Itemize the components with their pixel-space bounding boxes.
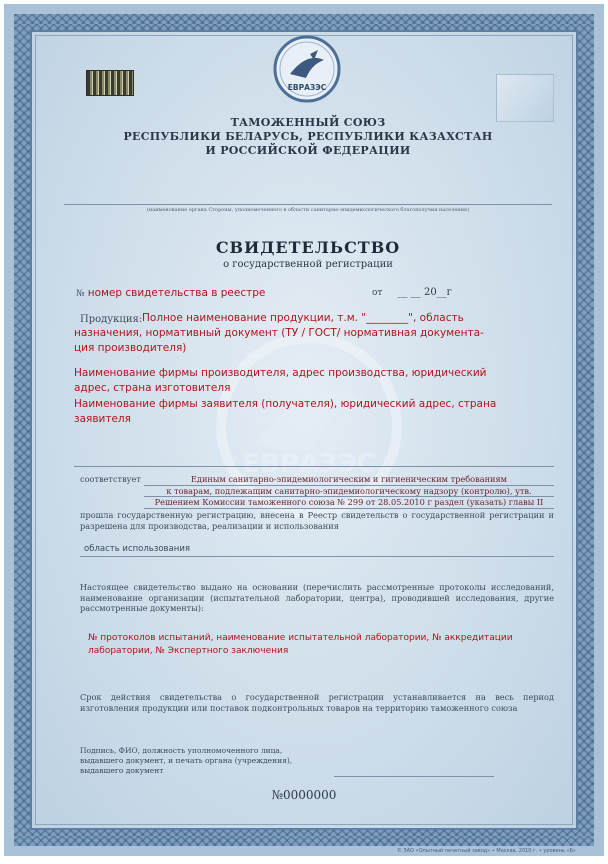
basis-line: лаборатории, № Экспертного заключения [88, 646, 289, 656]
applicant-block [74, 397, 554, 427]
watermark-label: ЕВРАЗЭС [242, 449, 376, 479]
section-divider [74, 466, 554, 467]
document-subtitle: о государственной регистрации [223, 259, 393, 270]
printer-imprint: © ЗАО «Опытный печатный завод» • Москва, 2010 г. • уровень «Б» [396, 848, 576, 854]
eurasec-emblem-icon [272, 34, 342, 104]
hologram-patch [496, 74, 554, 122]
product-line: Полное наименование продукции, т.м. "________", область [142, 312, 464, 324]
signature-line [334, 776, 494, 777]
conformity-line: Решением Комиссии таможенного союза № 299 от 28.05.2010 г раздел (указать) главы II [144, 497, 554, 509]
manufacturer-block [74, 366, 554, 396]
registry-row [76, 287, 265, 299]
basis-line: № протоколов испытаний, наименование испытательной лаборатории, № аккредитации [88, 633, 513, 643]
product-line: ция производителя) [74, 342, 187, 354]
signature-caption: Подпись, ФИО, должность уполномоченного лица, выдавшего документ, и печать органа (учреждения), выдавшего документ [80, 746, 293, 775]
product-block [142, 311, 554, 326]
manufacturer-line: адрес, страна изготовителя [74, 382, 231, 394]
manufacturer-line: Наименование фирмы производителя, адрес производства, юридический [74, 367, 487, 379]
applicant-line: заявителя [74, 413, 131, 425]
issuer-header [64, 116, 552, 158]
hologram-strip [86, 70, 134, 96]
product-block-cont [74, 326, 554, 356]
usage-underline [80, 556, 554, 557]
header-line-3: И РОССИЙСКОЙ ФЕДЕРАЦИИ [205, 144, 411, 157]
product-label: Продукция: [80, 314, 143, 325]
registry-number: номер свидетельства в реестре [87, 287, 266, 299]
applicant-line: Наименование фирмы заявителя (получателя), юридический адрес, страна [74, 398, 497, 410]
document-title: СВИДЕТЕЛЬСТВО [215, 238, 401, 257]
usage-area: область использования [84, 544, 190, 554]
registry-from-label: от [372, 288, 383, 298]
conformity-block [144, 474, 554, 509]
registry-date: __ __ 20__г [397, 287, 452, 298]
registry-no-label: № [76, 289, 85, 299]
header-line-1: ТАМОЖЕННЫЙ СОЮЗ [230, 116, 386, 129]
conformity-line: Единым санитарно-эпидемиологическим и гигиеническим требованиям [144, 474, 554, 486]
registration-text: прошла государственную регистрацию, внесена в Реестр свидетельств о государственной регистрации и разрешена для производства, реализации и использования [80, 510, 554, 531]
header-line-2: РЕСПУБЛИКИ БЕЛАРУСЬ, РЕСПУБЛИКИ КАЗАХСТАН [123, 130, 493, 143]
emblem-label: ЕВРАЗЭС [287, 83, 327, 92]
serial-number: №0000000 [271, 788, 337, 802]
conformity-label: соответствует [80, 474, 141, 484]
basis-text: Настоящее свидетельство выдано на основании (перечислить рассмотренные протоколы исследований, наименование организации (испытательной лаборатории, центра), проводившей исследования, другие рассмотренные документы): [80, 582, 554, 613]
certificate-sheet [4, 4, 604, 856]
issuer-fine-print: (наименование органа Стороны, уполномоченного в области санитарно-эпидемиологического благополучия населения) [64, 204, 552, 213]
product-line: назначения, нормативный документ (ТУ / ГОСТ/ нормативная документа- [74, 327, 484, 339]
registry-date-row [372, 287, 452, 298]
basis-block [88, 632, 554, 658]
validity-text: Срок действия свидетельства о государственной регистрации устанавливается на весь период изготовления продукции или поставок подконтрольных товаров на территорию таможенного союза [80, 692, 554, 713]
conformity-line: к товарам, подлежащим санитарно-эпидемиологическому надзору (контролю), утв. [144, 486, 554, 498]
